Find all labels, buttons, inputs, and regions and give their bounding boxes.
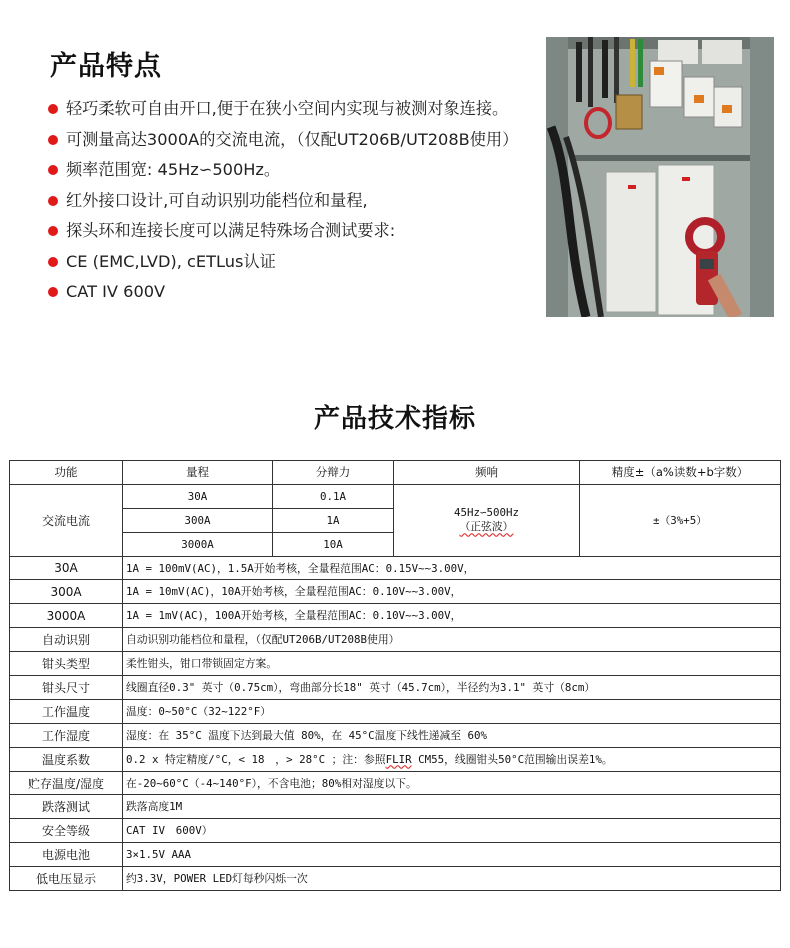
row-value: CAT IV 600V） xyxy=(123,819,781,843)
resolution-cell: 1A xyxy=(273,508,394,532)
row-label: 低电压显示 xyxy=(10,867,123,891)
range-cell: 300A xyxy=(123,508,273,532)
table-row xyxy=(10,867,781,891)
row-label: 自动识别 xyxy=(10,628,123,652)
bullet-dot-icon xyxy=(48,165,58,175)
feature-item: 轻巧柔软可自由开口,便于在狭小空间内实现与被测对象连接。 xyxy=(48,96,518,127)
table-row xyxy=(10,628,781,652)
table-row xyxy=(10,604,781,628)
feature-list xyxy=(48,96,518,310)
row-label: 安全等级 xyxy=(10,819,123,843)
row-value: 3×1.5V AAA xyxy=(123,843,781,867)
table-row xyxy=(10,771,781,795)
frequency-cell: 45Hz∽500Hz （正弦波） xyxy=(394,484,580,556)
spec-table xyxy=(9,460,781,891)
bullet-dot-icon xyxy=(48,257,58,267)
row-label: 钳头尺寸 xyxy=(10,676,123,700)
table-row xyxy=(10,747,781,771)
row-value: 自动识别功能档位和量程，（仅配UT206B/UT208B使用） xyxy=(123,628,781,652)
resolution-cell: 10A xyxy=(273,532,394,556)
table-row xyxy=(10,819,781,843)
accuracy-cell: ±（3%+5） xyxy=(580,484,781,556)
feature-item: 红外接口设计,可自动识别功能档位和量程, xyxy=(48,188,518,219)
header-accuracy: 精度±（a%读数+b字数） xyxy=(580,461,781,485)
electrical-cabinet-image xyxy=(546,37,774,317)
row-label: 工作温度 xyxy=(10,699,123,723)
row-value: 跌落高度1M xyxy=(123,795,781,819)
table-row xyxy=(10,795,781,819)
feature-item: CE (EMC,LVD), cETLus认证 xyxy=(48,249,518,280)
product-photo xyxy=(546,37,774,317)
bullet-dot-icon xyxy=(48,226,58,236)
range-cell: 3000A xyxy=(123,532,273,556)
row-value: 柔性钳头，钳口带锁固定方案。 xyxy=(123,652,781,676)
header-range: 量程 xyxy=(123,461,273,485)
table-row xyxy=(10,484,781,508)
features-title: 产品特点 xyxy=(50,51,162,82)
feature-item: 探头环和连接长度可以满足特殊场合测试要求: xyxy=(48,218,518,249)
table-header-row xyxy=(10,461,781,485)
row-value: 在-20~60°C（-4~140°F），不含电池；80%相对湿度以下。 xyxy=(123,771,781,795)
bullet-dot-icon xyxy=(48,135,58,145)
resolution-cell: 0.1A xyxy=(273,484,394,508)
row-value: 温度：0~50°C（32~122°F） xyxy=(123,699,781,723)
table-row xyxy=(10,652,781,676)
feature-item: 可测量高达3000A的交流电流，（仅配UT206B/UT208B使用） xyxy=(48,127,518,158)
row-value: 湿度：在 35°C 温度下达到最大值 80%，在 45°C温度下线性递减至 60% xyxy=(123,723,781,747)
row-label: 跌落测试 xyxy=(10,795,123,819)
feature-item: CAT IV 600V xyxy=(48,279,518,310)
row-value: 约3.3V，POWER LED灯每秒闪烁一次 xyxy=(123,867,781,891)
table-row xyxy=(10,580,781,604)
table-row xyxy=(10,699,781,723)
row-label: 电源电池 xyxy=(10,843,123,867)
table-row xyxy=(10,843,781,867)
row-value: 0.2 x 特定精度/°C，< 18 ，> 28°C ；注：参照FLIR CM55，线圈钳头50°C范围输出误差1%。 xyxy=(123,747,781,771)
row-label: 工作湿度 xyxy=(10,723,123,747)
row-value: 1A = 1mV(AC)，100A开始考核，全量程范围AC：0.10V~~3.00V， xyxy=(123,604,781,628)
row-label: 30A xyxy=(10,556,123,580)
table-row xyxy=(10,723,781,747)
row-label: 3000A xyxy=(10,604,123,628)
header-frequency: 频响 xyxy=(394,461,580,485)
header-resolution: 分辩力 xyxy=(273,461,394,485)
bullet-dot-icon xyxy=(48,196,58,206)
row-label: 贮存温度/湿度 xyxy=(10,771,123,795)
row-value: 1A = 100mV(AC)，1.5A开始考核，全量程范围AC：0.15V~~3.00V， xyxy=(123,556,781,580)
row-label: 钳头类型 xyxy=(10,652,123,676)
table-row xyxy=(10,676,781,700)
header-function: 功能 xyxy=(10,461,123,485)
row-value: 线圈直径0.3" 英寸（0.75cm），弯曲部分长18" 英寸（45.7cm），半径约为3.1" 英寸（8cm） xyxy=(123,676,781,700)
row-label: 300A xyxy=(10,580,123,604)
feature-item: 频率范围宽: 45Hz∽500Hz。 xyxy=(48,157,518,188)
bullet-dot-icon xyxy=(48,104,58,114)
ac-current-label: 交流电流 xyxy=(10,484,123,556)
range-cell: 30A xyxy=(123,484,273,508)
bullet-dot-icon xyxy=(48,287,58,297)
specs-title: 产品技术指标 xyxy=(313,404,476,434)
row-value: 1A = 10mV(AC)，10A开始考核，全量程范围AC：0.10V~~3.00V， xyxy=(123,580,781,604)
row-label: 温度系数 xyxy=(10,747,123,771)
table-row xyxy=(10,556,781,580)
